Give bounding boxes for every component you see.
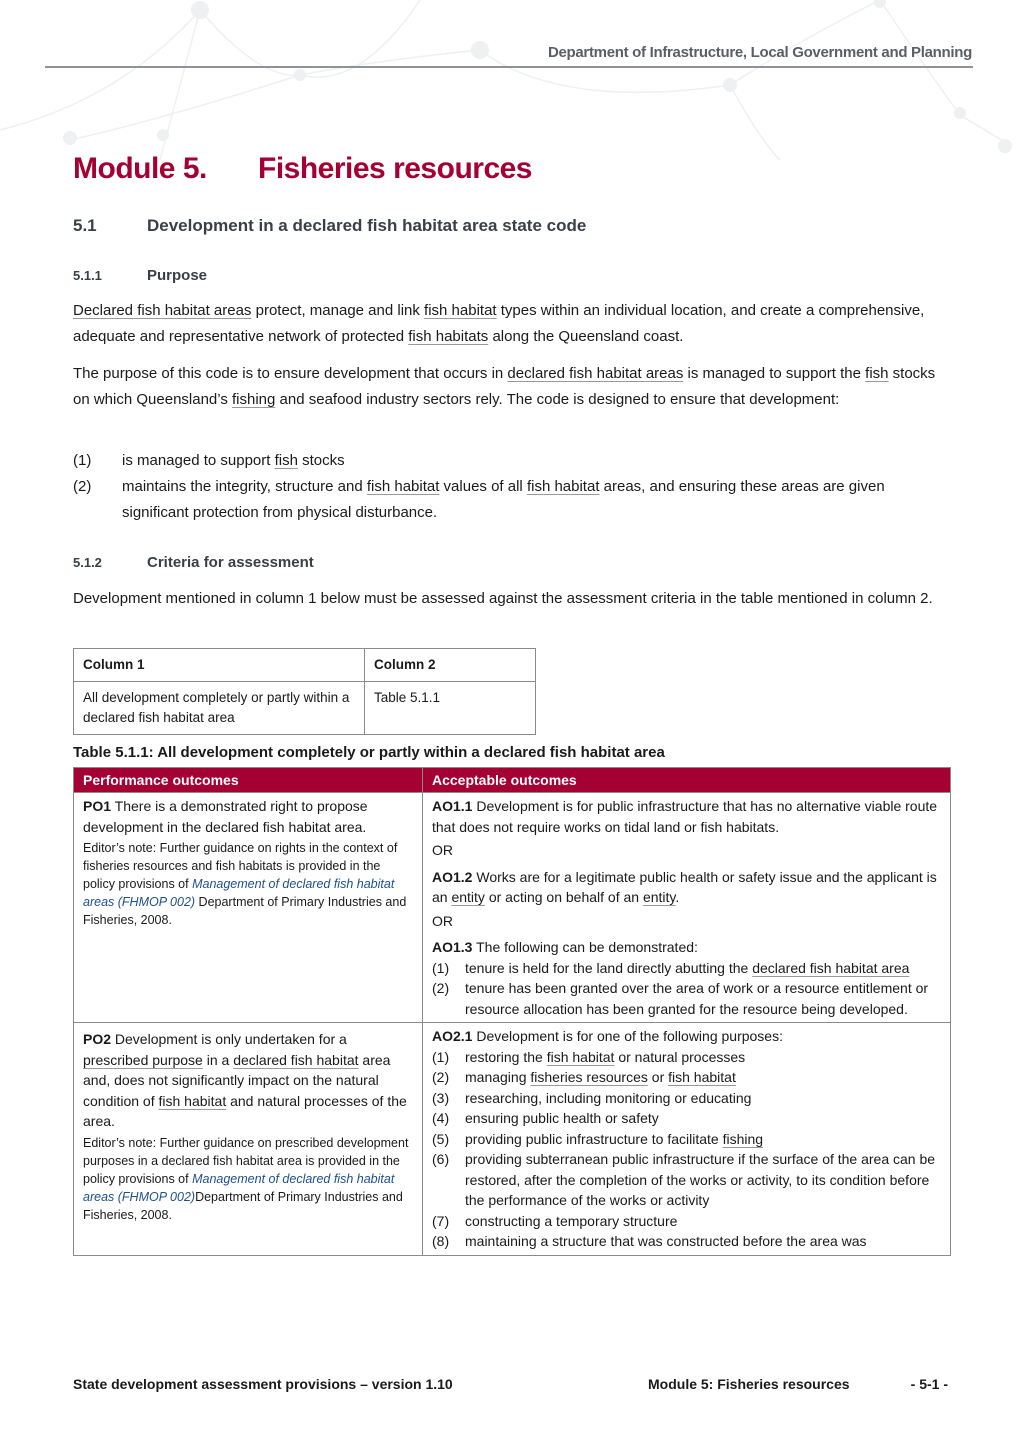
list-item [432, 1149, 941, 1211]
footer-page-number: - 5-1 - [910, 1376, 948, 1392]
ao-label: AO1.3 [432, 939, 473, 955]
list-item [432, 1129, 941, 1150]
criteria-title: Criteria for assessment [147, 554, 314, 571]
table-row [74, 793, 951, 1023]
link-fhmop-002[interactable]: Management of declared fish habitat areas (FHMOP 002) [83, 1171, 395, 1204]
purpose-title: Purpose [147, 267, 208, 284]
list-item [432, 1088, 941, 1109]
text: is managed to support [122, 452, 275, 469]
text: Development is for public infrastructure that has no alternative viable route that does not require works on tidal land or fish habitats. [432, 798, 938, 835]
table-caption: Table 5.1.1: All development completely or partly within a declared fish habitat area [73, 744, 665, 761]
table-header-row [74, 768, 951, 793]
link-fish[interactable]: fish [865, 365, 889, 382]
background-network-decoration [0, 0, 1020, 160]
text: . [675, 889, 680, 905]
text: tenure is held for the land directly abutting the [465, 959, 753, 976]
text: along the Queensland coast. [488, 328, 684, 345]
text: The purpose of this code is to ensure development that occurs in [73, 365, 508, 382]
ao-label: AO2.1 [432, 1028, 473, 1044]
purpose-number: 5.1.1 [73, 268, 102, 283]
text: restoring the [465, 1048, 547, 1065]
link-entity[interactable]: entity [451, 889, 485, 905]
list-item [73, 474, 948, 526]
table-row [74, 682, 536, 735]
header-organisation: Department of Infrastructure, Local Government and Planning [547, 44, 972, 61]
text: managing [465, 1069, 531, 1085]
list-text: maintaining a structure that was constructed before the area was [465, 1233, 867, 1249]
criteria-number: 5.1.2 [73, 555, 102, 570]
list-text [465, 1047, 745, 1068]
list-item [432, 1211, 941, 1232]
table-row [74, 1023, 951, 1256]
list-item [432, 978, 941, 1019]
text: and seafood industry sectors rely. The code is designed to ensure that development: [275, 391, 840, 408]
link-prescribed-purpose[interactable]: prescribed purpose [83, 1051, 203, 1068]
link-declared-fish-habitat-areas[interactable]: Declared fish habitat areas [73, 302, 252, 319]
text: is managed to support the [683, 365, 866, 382]
list-number: (6) [432, 1151, 450, 1167]
list-number: (3) [432, 1089, 450, 1106]
criteria-heading [73, 554, 314, 571]
text: Development is only undertaken for a [111, 1031, 347, 1047]
link-fish-habitat[interactable]: fish habitat [424, 302, 497, 319]
purpose-paragraph-2 [73, 361, 948, 413]
footer-document-title: State development assessment provisions – version 1.10 [73, 1376, 453, 1392]
text: types within an individual location, and create a comprehensive, adequate and representative network of protected [73, 302, 925, 345]
text: protect, manage and link [251, 302, 425, 319]
list-number: (1) [73, 452, 92, 469]
list-number: (4) [432, 1110, 450, 1126]
text: Works are for a legitimate public health or safety issue and the applicant is an [432, 868, 937, 905]
list-text [465, 958, 909, 979]
text: and natural processes of the area. [83, 1092, 407, 1129]
purpose-list [73, 448, 948, 526]
criteria-intro: Development mentioned in column 1 below must be assessed against the assessment criteria in the table mentioned in column 2. [73, 590, 933, 607]
module-number: Module 5. [73, 152, 207, 185]
link-declared-fish-habitat-area[interactable]: declared fish habitat area [752, 959, 910, 976]
list-item [432, 1047, 941, 1068]
list-item [73, 448, 948, 474]
header-divider [45, 66, 973, 68]
text: Department of Primary Industries and Fisheries, 2008. [83, 1189, 403, 1222]
table-cell: All development completely or partly within a declared fish habitat area [74, 682, 365, 735]
list-text: researching, including monitoring or educating [465, 1089, 752, 1106]
po1-statement [83, 796, 413, 837]
list-text [465, 1067, 736, 1088]
link-fishing[interactable]: fishing [232, 391, 276, 408]
column-header: Column 2 [365, 649, 536, 682]
text: or natural processes [614, 1048, 746, 1065]
ao2-1 [432, 1026, 941, 1047]
link-fhmop-002[interactable]: Management of declared fish habitat areas (FHMOP 002) [83, 877, 395, 909]
list-text: tenure has been granted over the area of work or a resource entitlement or resource allocation has been granted for the resource being developed. [465, 980, 929, 1017]
list-item [432, 1067, 941, 1088]
list-text [122, 474, 948, 526]
list-number: (8) [432, 1233, 450, 1249]
link-declared-fish-habitat-areas[interactable]: declared fish habitat areas [507, 365, 684, 382]
po2-statement [83, 1029, 413, 1132]
column-header: Column 1 [74, 649, 365, 682]
text: Editor’s note: Further guidance on prescribed development purposes in a declared fish habitat area is provided in the policy provisions of [83, 1135, 409, 1186]
link-entity[interactable]: entity [642, 889, 676, 905]
text: maintains the integrity, structure and [122, 478, 367, 495]
list-number: (2) [73, 478, 92, 495]
link-fish-habitat[interactable]: fish habitat [546, 1048, 615, 1065]
list-text: providing subterranean public infrastructure if the surface of the area can be restored, after the completion of the works or activity, to its condition before the performance of the works or activity [465, 1151, 936, 1208]
link-fish-habitat[interactable]: fish habitat [668, 1069, 736, 1085]
editors-note [83, 1134, 413, 1224]
footer-module-title: Module 5: Fisheries resources [648, 1376, 850, 1392]
list-item [432, 1108, 941, 1129]
text: area and, does not significantly impact on the natural condition of [83, 1051, 391, 1109]
po2-cell [74, 1023, 423, 1256]
ao1-3 [432, 937, 941, 958]
list-text [465, 1129, 763, 1150]
text: The following can be demonstrated: [472, 939, 698, 955]
purpose-paragraph-1 [73, 298, 948, 350]
po-label: PO2 [83, 1031, 112, 1047]
section-title: Development in a declared fish habitat area state code [147, 216, 587, 235]
ao2-cell [423, 1023, 951, 1256]
list-text [122, 448, 345, 474]
ao-label: AO1.2 [432, 868, 473, 885]
link-fish-habitats[interactable]: fish habitats [408, 328, 489, 345]
link-fish-habitat[interactable]: fish habitat [526, 478, 600, 495]
column-table [73, 648, 536, 735]
link-fish[interactable]: fish [274, 452, 298, 469]
purpose-heading [73, 267, 207, 284]
list-number: (2) [432, 1069, 450, 1085]
text: There is a demonstrated right to propose development in the declared fish habitat area. [83, 798, 368, 835]
or-separator: OR [432, 912, 453, 929]
link-fisheries-resources[interactable]: fisheries resources [530, 1069, 648, 1085]
ao1-2 [432, 867, 941, 908]
text: Editor’s note: Further guidance on rights in the context of fisheries resources and fish habitats is provided in the policy provisions of [83, 841, 398, 891]
list-text: constructing a temporary structure [465, 1212, 678, 1229]
editors-note [83, 839, 413, 929]
column-header-acceptable: Acceptable outcomes [423, 768, 951, 793]
list-number: (7) [432, 1212, 450, 1229]
link-fish-habitat[interactable]: fish habitat [366, 478, 440, 495]
text: values of all [439, 478, 527, 495]
po-label: PO1 [83, 798, 112, 814]
section-number: 5.1 [73, 216, 97, 235]
text: in a [202, 1051, 234, 1068]
text: areas, and ensuring these areas are given significant protection from physical disturbance. [122, 478, 885, 521]
column-header-performance: Performance outcomes [74, 768, 423, 793]
table-header-row [74, 649, 536, 682]
ao-label: AO1.1 [432, 798, 473, 814]
list-item [432, 1231, 941, 1252]
list-number: (2) [432, 980, 450, 996]
ao1-1 [432, 796, 941, 837]
table-cell: Table 5.1.1 [365, 682, 536, 735]
list-number: (1) [432, 959, 450, 976]
link-declared-fish-habitat[interactable]: declared fish habitat [233, 1051, 359, 1068]
po1-cell [74, 793, 423, 1023]
text: or [647, 1069, 669, 1085]
ao1-cell [423, 793, 951, 1023]
text: stocks on which Queensland’s [73, 365, 936, 408]
text: or acting on behalf of an [484, 889, 643, 905]
or-separator: OR [432, 842, 453, 858]
list-text: ensuring public health or safety [465, 1110, 659, 1126]
link-fish-habitat[interactable]: fish habitat [158, 1092, 227, 1109]
section-heading [73, 216, 586, 236]
text: Development is for one of the following purposes: [472, 1028, 783, 1044]
module-title [73, 152, 532, 186]
text: Department of Primary Industries and Fisheries, 2008. [83, 895, 407, 927]
list-item [432, 958, 941, 979]
link-fishing[interactable]: fishing [722, 1130, 764, 1147]
text: stocks [297, 452, 345, 469]
list-number: (1) [432, 1048, 450, 1065]
outcomes-table [73, 767, 951, 1256]
module-name: Fisheries resources [258, 152, 532, 185]
list-number: (5) [432, 1130, 450, 1147]
text: providing public infrastructure to facilitate [465, 1130, 723, 1147]
